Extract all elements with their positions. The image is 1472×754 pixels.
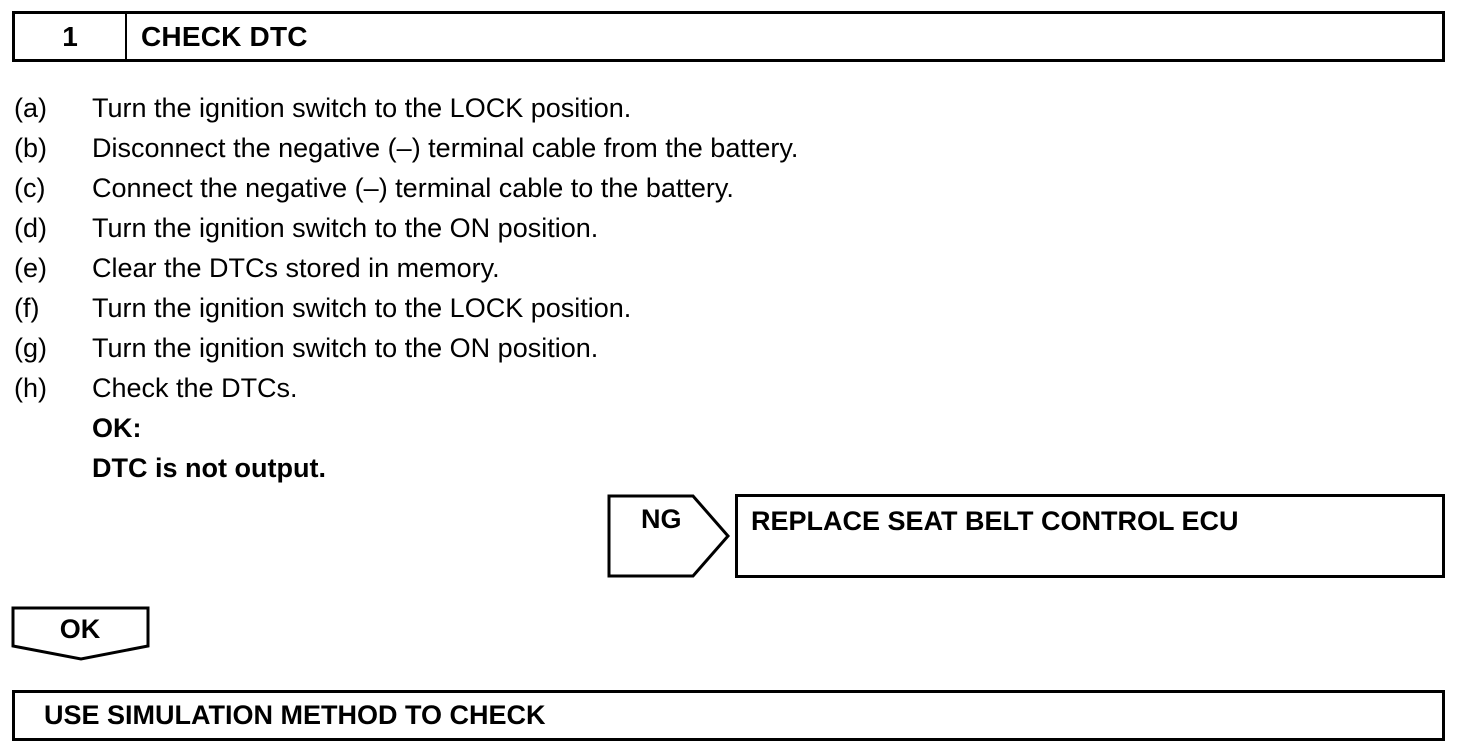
procedure-text: Connect the negative (–) terminal cable to the battery. — [92, 172, 734, 203]
procedure-text: Turn the ignition switch to the ON position. — [92, 212, 599, 243]
procedure-text: Disconnect the negative (–) terminal cable from the battery. — [92, 132, 799, 163]
procedure-item — [14, 88, 1114, 128]
procedure-text: Turn the ignition switch to the ON position. — [92, 332, 599, 363]
ok-condition-label: OK: — [92, 413, 142, 443]
procedure-item — [14, 288, 1114, 328]
ng-branch — [607, 494, 1447, 578]
ng-result-box — [735, 494, 1445, 578]
procedure-letter: (b) — [14, 132, 47, 163]
procedure-letter: (f) — [14, 292, 40, 323]
step-title: CHECK DTC — [141, 20, 308, 52]
ok-branch — [11, 606, 151, 662]
ok-label: OK — [59, 614, 101, 644]
next-step-box — [12, 690, 1445, 741]
procedure-text: Turn the ignition switch to the LOCK position. — [92, 92, 632, 123]
procedure-item — [14, 248, 1114, 288]
procedure-item — [14, 128, 1114, 168]
procedure-letter: (e) — [14, 252, 47, 283]
ng-label: NG — [641, 504, 682, 534]
procedure-letter: (a) — [14, 92, 47, 123]
procedure-text: Clear the DTCs stored in memory. — [92, 252, 500, 283]
procedure-text: Turn the ignition switch to the LOCK position. — [92, 292, 632, 323]
ng-result-text: REPLACE SEAT BELT CONTROL ECU — [751, 506, 1239, 536]
ok-condition-text: DTC is not output. — [92, 453, 326, 483]
procedure-item — [14, 368, 1114, 408]
procedure-letter: (c) — [14, 172, 46, 203]
procedure-item — [14, 168, 1114, 208]
procedure-list — [14, 88, 1114, 408]
step-number: 1 — [15, 14, 127, 59]
procedure-letter: (d) — [14, 212, 47, 243]
next-step-text: USE SIMULATION METHOD TO CHECK — [44, 700, 546, 730]
procedure-item — [14, 328, 1114, 368]
procedure-letter: (g) — [14, 332, 47, 363]
procedure-letter: (h) — [14, 372, 47, 403]
ok-condition — [92, 408, 326, 488]
procedure-item — [14, 208, 1114, 248]
procedure-text: Check the DTCs. — [92, 372, 298, 403]
step-header — [12, 11, 1445, 62]
